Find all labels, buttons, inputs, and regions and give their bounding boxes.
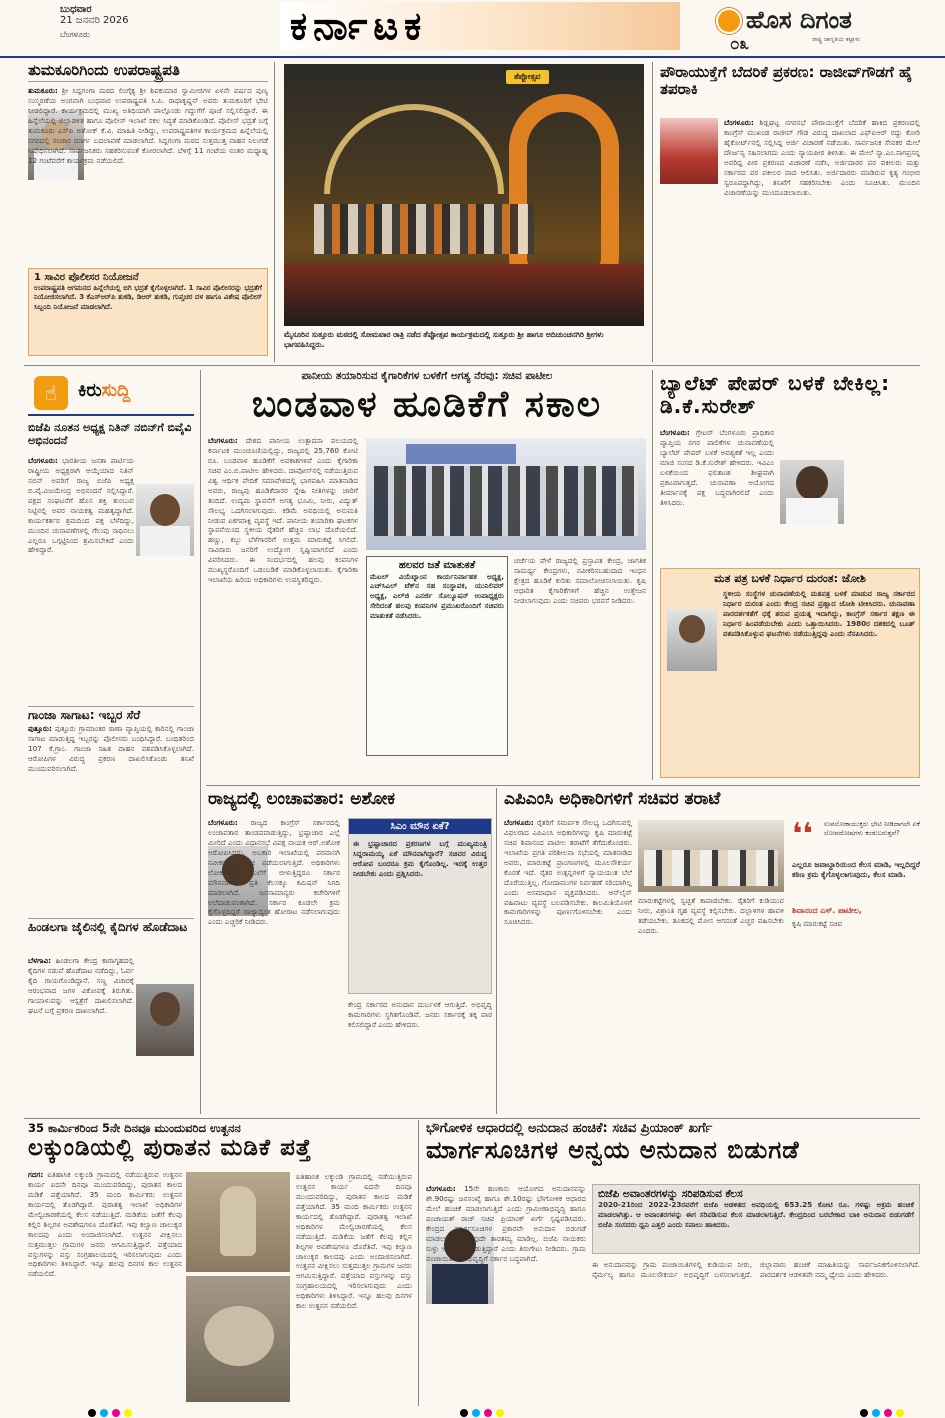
brief1-body [28,456,134,686]
story-apmc [504,790,920,1112]
brief1-headline: ಬಿಜೆಪಿ ನೂತನ ಅಧ್ಯಕ್ಷ ನಿತಿನ್ ನಬಿನ್‌ಗೆ ಬಿವೈವಿ ಅಭಿನಂದನೆ [28,421,192,447]
story-tumakuru-byline: ತುಮಕೂರು: [28,86,58,95]
masthead [0,0,945,60]
column-rule [652,370,653,780]
story-apmc-byline: ಬೆಂಗಳೂರು: [504,818,534,827]
kirusuddi-label [78,380,130,401]
print-registration-marks [0,1408,945,1418]
masthead-rule [0,56,945,58]
story-investment-body2: ಚರ್ಚೆಯ ವೇಳೆ ರಾಜ್ಯದಲ್ಲಿ ಪ್ರಸ್ತಾವಿತ ಕೇಂದ್ರ, ಜಾಗತಿಕ ಸಾಮರ್ಥ್ಯ ಕೇಂದ್ರಗಳು, ನವೀಕರಿಸಬಹುದಾದ ಇಂಧನ ಕ್ಷೇತ್ರದ ಹೂಡಿಕೆ ಕುರಿತು ಸಮಾಲೋಚಿಸಲಾಯಿತು. ಕೃಷಿ ಆಧಾರಿತ ಕೈಗಾರಿಕೆಗಳಿಗೆ ಹೆಚ್ಚಿನ ಉತ್ತೇಜನ ನೀಡಲಾಗುವುದು ಎಂದು ಸಚಿವರು ಭರವಸೆ ನೀಡಿದರು. [514,556,646,605]
talks-box-title: ಹಲವರ ಜತೆ ಮಾತುಕತೆ [398,560,476,571]
brief3-byline: ಬೆಳಗಾವಿ: [28,956,52,965]
story-corruption-body2: ಕೇಂದ್ರ ಸರ್ಕಾರದ ಅನುದಾನ ದುರ್ಬಳಕೆ ಆಗುತ್ತಿದೆ. ಅಭಿವೃದ್ಧಿ ಕಾಮಗಾರಿಗಳು ಸ್ಥಗಿತಗೊಂಡಿವೆ. ಜನರು ಸರ್ಕಾರಕ್ಕೆ ತಕ್ಕ ಪಾಠ ಕಲಿಸಲಿದ್ದಾರೆ ಎಂದು ಹೇಳಿದರು. [348,1000,492,1029]
story-apmc-text: ರೈತರಿಗೆ ಸಮರ್ಪಕ ಸೌಲಭ್ಯ ಒದಗಿಸುವಲ್ಲಿ ವಿಫಲರಾದ ಎಪಿಎಂಸಿ ಅಧಿಕಾರಿಗಳನ್ನು ಕೃಷಿ ಮಾರುಕಟ್ಟೆ ಸಚಿವ ಶಿವಾನಂದ ಪಾಟೀಲ ತರಾಟೆಗೆ ತೆಗೆದುಕೊಂಡರು. ಇಲಾಖೆಯ ಪ್ರಗತಿ ಪರಿಶೀಲನಾ ಸಭೆಯಲ್ಲಿ ಮಾತನಾಡಿದ ಅವರು, ಮಾರುಕಟ್ಟೆ ಪ್ರಾಂಗಣಗಳಲ್ಲಿ ಮೂಲಸೌಕರ್ಯ ಕೊರತೆ ಇದೆ. ರೈತರ ಉತ್ಪನ್ನಗಳಿಗೆ ನ್ಯಾಯಯುತ ಬೆಲೆ ದೊರೆಯುತ್ತಿಲ್ಲ. ಗೋದಾಮುಗಳ ನಿರ್ವಹಣೆ ಸರಿಯಾಗಿಲ್ಲ ಎಂದು ಅಸಮಾಧಾನ ವ್ಯಕ್ತಪಡಿಸಿದರು. ಆನ್‌ಲೈನ್ ವಹಿವಾಟು ವ್ಯವಸ್ಥೆ ಬಲಪಡಿಸಬೇಕು. ಕಾಲಮಿತಿಯೊಳಗೆ ಕಾಮಗಾರಿಗಳನ್ನು ಪೂರ್ಣಗೊಳಿಸಬೇಕು ಎಂದು ಸೂಚಿಸಿದರು. [504,818,632,927]
bjp-mess-box [592,1184,920,1254]
story-lakkundi-headline: ಲಕ್ಕುಂಡಿಯಲ್ಲಿ ಪುರಾತನ ಮಡಿಕೆ ಪತ್ತೆ [28,1135,312,1162]
teppotsava-photo [284,64,644,326]
quote-role: ಕೃಷಿ ಮಾರುಕಟ್ಟೆ ಸಚಿವ [792,920,843,928]
brief2-headline: ಗಾಂಜಾ ಸಾಗಾಟ: ಇಬ್ಬರ ಸೆರೆ [28,706,194,723]
story-grants-byline: ಬೆಂಗಳೂರು: [426,1184,456,1193]
teppotsava-caption: ಮೈಸೂರಿನ ಸುತ್ತೂರು ಮಠದಲ್ಲಿ ಸೋಮವಾರ ರಾತ್ರಿ ನಡೆದ ತೆಪ್ಪೋತ್ಸವ ಕಾರ್ಯಕ್ರಮದಲ್ಲಿ ಸುತ್ತೂರು ಶ್ರೀ ಹಾಗೂ ಆದಿಚುಂಚನಗಿರಿ ಶ್ರೀಗಳು ಭಾಗವಹಿಸಿದ್ದರು. [284,330,604,349]
story-grants-kicker: ಭೌಗೋಳಿಕ ಆಧಾರದಲ್ಲಿ ಅನುದಾನ ಹಂಚಿಕೆ: ಸಚಿವ ಪ್ರಿಯಾಂಕ್ ಖರ್ಗೆ [426,1121,713,1136]
police-box-body: ಉಪರಾಷ್ಟ್ರಪತಿ ಆಗಮನದ ಹಿನ್ನೆಲೆಯಲ್ಲಿ ಬಿಗಿ ಭದ್ರತೆ ಕೈಗೊಳ್ಳಲಾಗಿದೆ. 1 ಸಾವಿರ ಪೊಲೀಸರನ್ನು ಭದ್ರತೆಗೆ ನಿಯೋಜಿಸಲಾಗಿದೆ. 3 ಕೆಎಸ್‌ಆರ್‌ಪಿ ತುಕಡಿ, ಡಿಆರ್ ತುಕಡಿ, ಗುಪ್ತಚರ ದಳ ಹಾಗೂ ವಿಶೇಷ ಪೊಲೀಸ್ ಸಿಬ್ಬಂದಿ ನಿಯೋಜನೆ ಮಾಡಲಾಗಿದೆ. [34,283,262,311]
police-box-headline: 1 ಸಾವಿರ ಪೊಲೀಸರ ನಿಯೋಜನೆ [34,272,139,283]
story-investment-byline: ಬೆಂಗಳೂರು: [208,436,238,445]
story-corruption-body [208,818,340,1108]
column-rule [274,62,275,362]
teppotsava-tag: ತೆಪ್ಪೋತ್ಸವ [506,70,549,84]
kirusuddi-label-a: ಕಿರು [78,380,102,401]
story-corruption-byline: ಬೆಂಗಳೂರು: [208,818,238,827]
story-ballot-byline: ಬೆಂಗಳೂರು: [660,428,690,437]
story-ballot-text: ಗ್ರೇಟರ್ ಬೆಂಗಳೂರು ಪ್ರಾಧಿಕಾರ ವ್ಯಾಪ್ತಿಯ ನಗರ ಪಾಲಿಕೆಗಳ ಚುನಾವಣೆಯಲ್ಲಿ ಬ್ಯಾಲೆಟ್ ಪೇಪರ್ ಬಳಕೆ ಅವಶ್ಯಕತೆ ಇಲ್ಲ ಎಂದು ಮಾಜಿ ಸಂಸದ ಡಿ.ಕೆ.ಸುರೇಶ್ ಹೇಳಿದರು. ಇವಿಎಂ ಬಳಕೆಯಿಂದ ಫಲಿತಾಂಶ ಶೀಘ್ರವಾಗಿ ಪ್ರಕಟವಾಗುತ್ತದೆ. ಚುನಾವಣಾ ಆಯೋಗದ ತೀರ್ಮಾನಕ್ಕೆ ಪಕ್ಷ ಬದ್ಧವಾಗಿರಲಿದೆ ಎಂದು ತಿಳಿಸಿದರು. [660,428,774,507]
quote-intro: ಉಪಲೋಕಾಯುಕ್ತರು ಭೇಟಿ ನೀಡಿದಾಗಲೇ ಏಕೆ ಲೋಪದೋಷಗಳು ಕಂಡುಬರುತ್ತವೆ? [824,820,920,838]
column-rule [418,1120,419,1406]
story-ballot-headline: ಬ್ಯಾಲೆಟ್ ಪೇಪರ್ ಬಳಕೆ ಬೇಕಿಲ್ಲ: ಡಿ.ಕೆ.ಸುರೇಶ್ [660,371,891,418]
talks-box [366,556,508,756]
section-title: ಕರ್ನಾಟಕ [290,4,428,48]
arch-lights [324,104,504,194]
story-lakkundi-body2 [296,1172,412,1402]
brief3-headline: ಹಿಂಡಲಗಾ ಜೈಲಿನಲ್ಲಿ ಕೈದಿಗಳ ಹೊಡೆದಾಟ [28,918,194,935]
story-grants-body [426,1184,586,1402]
excavation-photo-1 [186,1172,290,1272]
story-mayor [660,64,920,362]
brief3-text: ಹಿಂಡಲಗಾ ಕೇಂದ್ರ ಕಾರಾಗೃಹದಲ್ಲಿ ಕೈದಿಗಳ ನಡುವೆ ಹೊಡೆದಾಟ ನಡೆದಿದ್ದು, ಓರ್ವ ಕೈದಿ ಗಾಯಗೊಂಡಿದ್ದಾನೆ. ಸಣ್ಣ ವಿಚಾರಕ್ಕೆ ಆರಂಭವಾದ ಜಗಳ ವಿಕೋಪಕ್ಕೆ ತಿರುಗಿತು. ಗಾಯಾಳುವನ್ನು ಆಸ್ಪತ್ರೆಗೆ ದಾಖಲಿಸಲಾಗಿದೆ. ಘಟನೆ ಬಗ್ಗೆ ಪ್ರಕರಣ ದಾಖಲಾಗಿದೆ. [28,956,134,1015]
excavation-photo-2 [186,1276,290,1402]
cm-silence-body: ಈ ಭ್ರಷ್ಟಾಚಾರದ ಪ್ರಕರಣಗಳ ಬಗ್ಗೆ ಮುಖ್ಯಮಂತ್ರಿ ಸಿದ್ದರಾಮಯ್ಯ ಏಕೆ ಮೌನವಾಗಿದ್ದಾರೆ? ಸಚಿವರ ವಿರುದ್ಧ ಆರೋಪ ಬಂದರೂ ಕ್ರಮ ಕೈಗೊಂಡಿಲ್ಲ. ಇದಕ್ಕೆ ಉತ್ತರ ನೀಡಬೇಕು ಎಂದು ಪ್ರಶ್ನಿಸಿದರು. [353,839,487,878]
brand-tagline: ರಾಷ್ಟ್ರ ಜಾಗೃತಿಯ ಕಟ್ಟಾಳು [812,36,861,43]
section-rule [206,785,920,786]
brief1-text: ಭಾರತೀಯ ಜನತಾ ಪಾರ್ಟಿಯ ರಾಷ್ಟ್ರೀಯ ಅಧ್ಯಕ್ಷರಾಗಿ ಆಯ್ಕೆಯಾದ ನಿತಿನ್ ನಬಿನ್ ಅವರಿಗೆ ರಾಜ್ಯ ಬಿಜೆಪಿ ಅಧ್ಯಕ್ಷ ಬಿ.ವೈ.ವಿಜಯೇಂದ್ರ ಅಭಿನಂದನೆ ಸಲ್ಲಿಸಿದ್ದಾರೆ. ಪಕ್ಷದ ಸಂಘಟನೆಗೆ ಹೊಸ ಶಕ್ತಿ ತುಂಬುವ ನಿಟ್ಟಿನಲ್ಲಿ ಅವರ ನಾಯಕತ್ವ ಮಹತ್ವದ್ದಾಗಿದೆ. ಕಾರ್ಯಕರ್ತರ ಶ್ರಮದಿಂದ ಪಕ್ಷ ಬೆಳೆದಿದ್ದು, ಮುಂದಿನ ಚುನಾವಣೆಗಳಲ್ಲಿ ಗೆಲುವು ಸಾಧಿಸಲು ಎಲ್ಲರೂ ಒಗ್ಗಟ್ಟಿನಿಂದ ಶ್ರಮಿಸಬೇಕಿದೆ ಎಂದು ಹೇಳಿದ್ದಾರೆ. [28,456,134,555]
cm-silence-title: ಸಿಎಂ ಮೌನ ಏಕೆ? [349,819,491,834]
story-lakkundi-text: ಐತಿಹಾಸಿಕ ಲಕ್ಕುಂಡಿ ಗ್ರಾಮದಲ್ಲಿ ನಡೆಯುತ್ತಿರುವ ಉತ್ಖನನ ಕಾರ್ಯ ಐದನೇ ದಿನವೂ ಮುಂದುವರಿದಿದ್ದು, ಪುರಾತನ ಕಾಲದ ಮಡಿಕೆ ಪತ್ತೆಯಾಗಿದೆ. 35 ಮಂದಿ ಕಾರ್ಮಿಕರು ಉತ್ಖನನ ಕಾರ್ಯದಲ್ಲಿ ತೊಡಗಿದ್ದಾರೆ. ಪುರಾತತ್ವ ಇಲಾಖೆ ಅಧಿಕಾರಿಗಳ ಮೇಲ್ವಿಚಾರಣೆಯಲ್ಲಿ ಕೆಲಸ ನಡೆಯುತ್ತಿದೆ. ಮಡಿಕೆಯ ಜತೆಗೆ ಕೆಲವು ಕಲ್ಲಿನ ಶಿಲ್ಪಗಳ ಅವಶೇಷಗಳೂ ದೊರೆತಿವೆ. ಇವು ಕಲ್ಯಾಣ ಚಾಲುಕ್ಯರ ಕಾಲದವು ಎಂದು ಅಂದಾಜಿಸಲಾಗಿದೆ. ಉತ್ಖನನ ವೀಕ್ಷಿಸಲು ಸುತ್ತಮುತ್ತಲ ಗ್ರಾಮಗಳ ಜನರು ಆಗಮಿಸುತ್ತಿದ್ದಾರೆ. ಪತ್ತೆಯಾದ ವಸ್ತುಗಳನ್ನು ವಸ್ತು ಸಂಗ್ರಹಾಲಯದಲ್ಲಿ ಇರಿಸಲಾಗುವುದು ಎಂದು ಅಧಿಕಾರಿಗಳು ತಿಳಿಸಿದ್ದಾರೆ. ಇನ್ನೂ ಹಲವು ದಿನಗಳ ಕಾಲ ಉತ್ಖನನ ನಡೆಯಲಿದೆ. [28,1170,182,1279]
story-tumakuru [28,62,268,360]
hand-icon: ☝ [34,376,68,410]
story-tumakuru-body [28,86,268,266]
joshi-box [660,568,920,778]
mou-signing-photo [366,438,646,550]
story-apmc-body2: ಮಾರುಕಟ್ಟೆಗಳಲ್ಲಿ ಸ್ವಚ್ಛತೆ ಕಾಪಾಡಬೇಕು. ರೈತರಿಗೆ ಕುಡಿಯುವ ನೀರು, ವಿಶ್ರಾಂತಿ ಗೃಹ ವ್ಯವಸ್ಥೆ ಕಲ್ಪಿಸಬೇಕು. ದಲ್ಲಾಳಿಗಳ ಹಾವಳಿ ತಡೆಯಬೇಕು. ತೂಕದಲ್ಲಿ ಮೋಸ ಆಗದಂತೆ ಎಚ್ಚರ ವಹಿಸಬೇಕು ಎಂದರು. [638,896,784,935]
story-lakkundi-body [28,1170,182,1402]
police-box [28,268,268,356]
stage-crowd [314,204,534,254]
section-rule [24,365,920,366]
brand-name: ಹೊಸ ದಿಗಂತ [746,6,852,34]
bjp-mess-box-title: ಬಿಜೆಪಿ ಅವಾಂತರಗಳನ್ನು ಸರಿಪಡಿಸುವ ಕೆಲಸ [598,1188,743,1200]
story-apmc-headline: ಎಪಿಎಂಸಿ ಅಧಿಕಾರಿಗಳಿಗೆ ಸಚಿವರ ತರಾಟೆ [504,789,721,809]
quote-mark-icon: ❛❛ [792,817,813,852]
high-court-photo [660,118,718,184]
story-grants [426,1122,920,1404]
column-rule [652,62,653,362]
story-corruption [208,790,492,1112]
stage-platform [284,264,644,326]
joshi-photo [667,609,717,671]
story-ballot-body [660,428,774,564]
section-rule [24,1118,920,1119]
bjp-mess-box-body: 2020-21ರಿಂದ 2022-23ರವರೆಗೆ ಬಿಜೆಪಿ ಆಡಳಿತದ ಅವಧಿಯಲ್ಲಿ 653.25 ಕೋಟಿ ರೂ. ಗಳಷ್ಟು ಅಕ್ರಮ ಹಂಚಿಕೆ ಮಾಡಲಾಗಿತ್ತು. ಆ ಅವಾಂತರಗಳನ್ನು ಈಗ ಸರಿಪಡಿಸುವ ಕೆಲಸ ಮಾಡಲಾಗುತ್ತಿದೆ. ಕೇಂದ್ರದಿಂದ ಬರಬೇಕಾದ ಬಾಕಿ ಅನುದಾನ ಬಿಡುಗಡೆಗೆ ಬಿಜೆಪಿ ಸಂಸದರು ಧ್ವನಿ ಎತ್ತಲಿ ಎಂದು ಸವಾಲು ಹಾಕಿದರು. [598,1200,914,1229]
story-grants-text: 15ನೇ ಹಣಕಾಸು ಆಯೋಗದ ಅನುದಾನವನ್ನು ಶೇ.90ರಷ್ಟು ಜನಸಂಖ್ಯೆ ಹಾಗೂ ಶೇ.10ರಷ್ಟು ಭೌಗೋಳಿಕ ಆಧಾರದ ಮೇಲೆ ಹಂಚಿಕೆ ಮಾಡಲಾಗುತ್ತಿದೆ ಎಂದು ಗ್ರಾಮೀಣಾಭಿವೃದ್ಧಿ ಹಾಗೂ ಪಂಚಾಯತ್ ರಾಜ್ ಸಚಿವ ಪ್ರಿಯಾಂಕ್ ಖರ್ಗೆ ಸ್ಪಷ್ಟಪಡಿಸಿದರು. ಕೇಂದ್ರದ ಮಾರ್ಗಸೂಚಿಗಳ ಪ್ರಕಾರವೇ ಅನುದಾನ ಬಿಡುಗಡೆ ಮಾಡಲಾಗಿದೆ. ಯಾವುದೇ ತಾರತಮ್ಯ ಮಾಡಿಲ್ಲ. ಬಿಜೆಪಿ ನಾಯಕರು ಸುಳ್ಳು ಆರೋಪ ಮಾಡುತ್ತಿದ್ದಾರೆ ಎಂದು ತಿರುಗೇಟು ನೀಡಿದರು. ಗ್ರಾಮ ಪಂಚಾಯಿತಿಗಳ ಅಭಿವೃದ್ಧಿಗೆ ಸರ್ಕಾರ ಬದ್ಧವಾಗಿದೆ. [426,1184,586,1263]
masthead-date: 21 ಜನವರಿ 2026 [60,15,129,26]
page-number: ೦೩ [730,34,750,54]
brand-emblem-icon [716,8,742,34]
apmc-meeting-photo [638,820,784,892]
brief2-byline: ಪುತ್ತೂರು: [28,724,52,733]
story-investment-headline: ಬಂಡವಾಳ ಹೂಡಿಕೆಗೆ ಸಕಾಲ [251,384,603,426]
kirusuddi-header [28,372,194,416]
column-rule [200,370,201,1114]
story-lakkundi [28,1122,412,1404]
column-rule [496,788,497,1114]
masthead-date-box [60,4,170,48]
story-tumakuru-text: ಶ್ರೀ ಸಿದ್ದಗಂಗಾ ಮಠದ ಲಿಂಗೈಕ್ಯ ಶ್ರೀ ಶಿವಕುಮಾರ ಸ್ವಾಮೀಜಿಗಳ ಏಳನೇ ವರ್ಷದ ಪುಣ್ಯ ಸಂಸ್ಮರಣೆಯ ಅಂಗವಾಗಿ ಬುಧವಾರ ಉಪರಾಷ್ಟ್ರಪತಿ ಸಿ.ಪಿ. ರಾಧಾಕೃಷ್ಣನ್ ಅವರು ತುಮಕೂರಿಗೆ ಭೇಟಿ ನೀಡಲಿದ್ದಾರೆ. ಕಾರ್ಯಕ್ರಮದಲ್ಲಿ ಮುಖ್ಯ ಅತಿಥಿಯಾಗಿ ಪಾಲ್ಗೊಂಡು ಗದ್ದುಗೆಗೆ ಪೂಜೆ ಸಲ್ಲಿಸಲಿದ್ದಾರೆ. ಈ ಹಿನ್ನೆಲೆಯಲ್ಲಿ ಜಿಲ್ಲಾಡಳಿತ ಹಾಗೂ ಪೊಲೀಸ್ ಇಲಾಖೆ ಸಕಲ ಸಿದ್ಧತೆ ಮಾಡಿಕೊಂಡಿದೆ. ಪೊಲೀಸ್ ಭದ್ರತೆ ಬಗ್ಗೆ ತುಮಕೂರು ಎಸ್‌ಪಿ ಅಶೋಕ್ ಕೆ.ವಿ. ಮಾಹಿತಿ ನೀಡಿದ್ದು, ಉಪರಾಷ್ಟ್ರಪತಿಗಳ ಕಾರ್ಯಕ್ರಮದ ಹಿನ್ನೆಲೆಯಲ್ಲಿ ನಗರದಲ್ಲಿ ಸಂಚಾರ ಮಾರ್ಗ ಬದಲಾವಣೆ ಮಾಡಲಾಗಿದೆ. ಸಿದ್ದಗಂಗಾ ಮಠದ ಸುತ್ತಮುತ್ತ ವಾಹನ ನಿಲುಗಡೆ ನಿಷೇಧಿಸಲಾಗಿದೆ. ಸಾರ್ವಜನಿಕರು ಸಹಕರಿಸುವಂತೆ ಕೋರಲಾಗಿದೆ. ಬೆಳಿಗ್ಗೆ 11 ಗಂಟೆಯ ನಂತರ ಮಧ್ಯಾಹ್ನ 12 ಗಂಟೆವರೆಗೆ ಕಾರ್ಯಕ್ರಮ ನಡೆಯಲಿದೆ. [28,86,268,165]
story-grants-headline: ಮಾರ್ಗಸೂಚಿಗಳ ಅನ್ವಯ ಅನುದಾನ ಬಿಡುಗಡೆ [426,1135,800,1164]
story-corruption-text: ರಾಜ್ಯದ ಕಾಂಗ್ರೆಸ್ ಸರ್ಕಾರದಲ್ಲಿ ಲಂಚಾವತಾರ ತಾಂಡವವಾಡುತ್ತಿದ್ದು, ಭ್ರಷ್ಟಾಚಾರ ಎಲ್ಲೆ ಮೀರಿದೆ ಎಂದು ವಿಧಾನಸಭೆ ವಿಪಕ್ಷ ನಾಯಕ ಆರ್.ಅಶೋಕ ಆರೋಪಿಸಿದರು. ಅಬಕಾರಿ ಇಲಾಖೆಯಲ್ಲಿ ಪರವಾನಗಿ ನವೀಕರಣಕ್ಕೆ ಲಂಚ ಪಡೆಯಲಾಗುತ್ತಿದೆ. ಅಧಿಕಾರಿಗಳು ಲೋಕಾಯುಕ್ತ ಬಲೆಗೆ ಬೀಳುತ್ತಿದ್ದರೂ ಸರ್ಕಾರ ಮೌನವಾಗಿದೆ. ಪ್ರತಿ ಕೆಲಸಕ್ಕೂ ಕಮಿಷನ್ ನಿಗದಿ ಮಾಡಲಾಗಿದೆ. ಜನಸಾಮಾನ್ಯರು ಕಚೇರಿಗಳಿಗೆ ಅಲೆದಾಡುವಂತಾಗಿದೆ. ಸರ್ಕಾರ ಕೂಡಲೇ ಕ್ರಮ ಕೈಗೊಳ್ಳದಿದ್ದರೆ ರಾಜ್ಯಾದ್ಯಂತ ಹೋರಾಟ ನಡೆಸಲಾಗುವುದು ಎಂದು ಎಚ್ಚರಿಕೆ ನೀಡಿದರು. [208,818,340,927]
story-investment-kicker: ಪಾನೀಯ ತಯಾರಿಸುವ ಕೈಗಾರಿಕೆಗಳ ಬಳಕೆಗೆ ಅಗತ್ಯ ನೆರವು: ಸಚಿವ ಪಾಟೀಲ [301,370,553,382]
story-corruption-headline: ರಾಜ್ಯದಲ್ಲಿ ಲಂಚಾವತಾರ: ಅಶೋಕ [208,789,395,809]
story-mayor-headline: ಪೌರಾಯುಕ್ತೆಗೆ ಬೆದರಿಕೆ ಪ್ರಕರಣ: ರಾಜೀವ್‌ಗೌಡಗೆ ಹೈ ತಪರಾಕಿ [660,63,913,99]
story-ballot [660,372,920,780]
story-investment-body [208,436,358,776]
brief2-text: ಪುತ್ತೂರು ಗ್ರಾಮಾಂತರ ಠಾಣಾ ವ್ಯಾಪ್ತಿಯಲ್ಲಿ ಕಾರಿನಲ್ಲಿ ಗಾಂಜಾ ಸಾಗಾಟ ಮಾಡುತ್ತಿದ್ದ ಇಬ್ಬರನ್ನು ಪೊಲೀಸರು ಬಂಧಿಸಿದ್ದಾರೆ. ಬಂಧಿತರಿಂದ 107 ಕೆ.ಗ್ರಾಂ. ಗಾಂಜಾ ಸಹಿತ ವಾಹನ ವಶಪಡಿಸಿಕೊಳ್ಳಲಾಗಿದೆ. ಆರೋಪಿಗಳ ವಿರುದ್ಧ ಪ್ರಕರಣ ದಾಖಲಿಸಿಕೊಂಡು ತನಿಖೆ ಮುಂದುವರಿಸಲಾಗಿದೆ. [28,724,194,773]
joshi-box-body: ಸ್ಥಳೀಯ ಸಂಸ್ಥೆಗಳ ಚುನಾವಣೆಯಲ್ಲಿ ಮತಪತ್ರ ಬಳಕೆ ಮಾಡುವ ರಾಜ್ಯ ಸರ್ಕಾರದ ನಿರ್ಧಾರ ದುರಂತ ಎಂದು ಕೇಂದ್ರ ಸಚಿವ ಪ್ರಹ್ಲಾದ ಜೋಶಿ ಟೀಕಿಸಿದರು. ಚುನಾವಣಾ ಪಾರದರ್ಶಕತೆಗೆ ಧಕ್ಕೆ ತರುವ ಪ್ರಯತ್ನ ಇದಾಗಿದ್ದು, ಕಾಂಗ್ರೆಸ್ ಸರ್ಕಾರ ತಕ್ಷಣ ಈ ನಿರ್ಧಾರ ಹಿಂಪಡೆಯಬೇಕು ಎಂದು ಒತ್ತಾಯಿಸಿದರು. 1980ರ ದಶಕದಲ್ಲಿ ಬೂತ್ ವಶಪಡಿಸಿಕೊಳ್ಳುವ ಘಟನೆಗಳು ನಡೆಯುತ್ತಿದ್ದವು ಎಂದು ನೆನಪಿಸಿದರು. [723,589,915,638]
story-investment [208,370,646,780]
kirusuddi-column [28,372,194,1112]
dk-suresh-photo [780,460,844,524]
cm-silence-box [348,818,492,994]
story-investment-text: ದೇಶದ ಪಾನೀಯ ಉತ್ಪಾದನಾ ವಲಯದಲ್ಲಿ ಕರ್ನಾಟಕ ಮುಂಚೂಣಿಯಲ್ಲಿದ್ದು, ರಾಜ್ಯದಲ್ಲಿ 25,760 ಕೋಟಿ ರೂ. ಬಂಡವಾಳ ಹೂಡಿಕೆಗೆ ಅವಕಾಶಗಳಿವೆ ಎಂದು ಕೈಗಾರಿಕಾ ಸಚಿವ ಎಂ.ಬಿ.ಪಾಟೀಲ ಹೇಳಿದರು. ದಾವೋಸ್‌ನಲ್ಲಿ ನಡೆಯುತ್ತಿರುವ ವಿಶ್ವ ಆರ್ಥಿಕ ವೇದಿಕೆ ಸಮಾವೇಶದಲ್ಲಿ ಭಾಗವಹಿಸಿ ಮಾತನಾಡಿದ ಅವರು, ರಾಜ್ಯವು ಹೂಡಿಕೆದಾರರ ಸ್ನೇಹಿ ನೀತಿಗಳನ್ನು ಜಾರಿಗೆ ತಂದಿದೆ. ಉದ್ಯಮ ಸ್ಥಾಪನೆಗೆ ಅಗತ್ಯ ಭೂಮಿ, ನೀರು, ವಿದ್ಯುತ್ ಸೌಲಭ್ಯ ಒದಗಿಸಲಾಗುವುದು. ಕಡಿಮೆ ಅವಧಿಯಲ್ಲಿ ಅನುಮತಿ ನೀಡುವ ಏಕಗವಾಕ್ಷಿ ವ್ಯವಸ್ಥೆ ಇದೆ. ಪಾನೀಯ ತಯಾರಿಕಾ ಘಟಕಗಳ ಸ್ಥಾಪನೆಯಿಂದ ಸ್ಥಳೀಯ ರೈತರಿಗೆ ಹೆಚ್ಚಿನ ಲಾಭ ದೊರೆಯಲಿದೆ. ಹಣ್ಣು, ಕಬ್ಬು ಬೆಳೆಗಾರರಿಗೆ ಉತ್ತಮ ಮಾರುಕಟ್ಟೆ ಸಿಗಲಿದೆ. ಸಾವಿರಾರು ಜನರಿಗೆ ಉದ್ಯೋಗ ಸೃಷ್ಟಿಯಾಗಲಿದೆ ಎಂದು ವಿವರಿಸಿದರು. ಈ ಸಂದರ್ಭದಲ್ಲಿ ಹಲವು ಕಂಪನಿಗಳ ಮುಖ್ಯಸ್ಥರೊಂದಿಗೆ ಒಡಂಬಡಿಕೆ ಮಾಡಿಕೊಳ್ಳಲಾಯಿತು. ಕೈಗಾರಿಕಾ ಇಲಾಖೆಯ ಹಿರಿಯ ಅಧಿಕಾರಿಗಳು ಉಪಸ್ಥಿತರಿದ್ದರು. [208,436,358,585]
story-apmc-body [504,818,632,1108]
talks-box-body: ಮೆಟಲ್ ವಿಯೆಟ್ನಾಂನ ಕಾರ್ಯನಿರ್ವಾಹಕ ಅಧ್ಯಕ್ಷ, ಎಚ್‌ಸಿಎಲ್ ಟೆಕ್‌ನ ಸಹ ಸಂಸ್ಥಾಪಕ, ಯುನಿಲಿವರ್ ಅಧ್ಯಕ್ಷ, ಎಲ್‌ಜಿ ಎನರ್ಜಿ ಸೊಲ್ಯೂಷನ್ ಉಪಾಧ್ಯಕ್ಷರು ಸೇರಿದಂತೆ ಹಲವು ಕಂಪನಿಗಳ ಪ್ರಮುಖರೊಂದಿಗೆ ಸಚಿವರು ಮಾತುಕತೆ ನಡೆಸಿದರು. [370,571,504,621]
quote-name: ಶಿವಾನಂದ ಎಸ್. ಪಾಟೀಲ, [792,906,862,915]
story-tumakuru-headline: ತುಮಕೂರಿಗಿಂದು ಉಪರಾಷ್ಟ್ರಪತಿ [28,62,268,82]
quote-text: ಎಲ್ಲರೂ ಜವಾಬ್ದಾರಿಯಿಂದ ಕೆಲಸ ಮಾಡಿ, ಇಲ್ಲದಿದ್ದರೆ ಕಠಿಣ ಕ್ರಮ ಕೈಗೊಳ್ಳಲಾಗುವುದು, ಕೆಲಸ ಮಾಡಿ. [792,860,920,880]
brief1-byline: ಬೆಂಗಳೂರು: [28,456,58,465]
brief3-body [28,956,134,1108]
story-lakkundi-kicker: 35 ಕಾರ್ಮಿಕರಿಂದ 5ನೇ ದಿನವೂ ಮುಂದುವರಿದ ಉತ್ಖನನ [28,1121,241,1135]
story-mayor-body [724,118,920,354]
story-grants-body2: ಈ ಅನುದಾನವನ್ನು ಗ್ರಾಮ ಪಂಚಾಯಿತಿಗಳಲ್ಲಿ ಕುಡಿಯುವ ನೀರು, ನೈರ್ಮಲ್ಯ ಹಾಗೂ ಮೂಲಸೌಕರ್ಯ ಅಭಿವೃದ್ಧಿಗೆ ಬಳಸಲಾಗುತ್ತದೆ. ಜಿಲ್ಲಾವಾರು ಹಂಚಿಕೆ ಮಾಹಿತಿಯನ್ನು ಸಾರ್ವಜನಿಕಗೊಳಿಸಲಾಗಿದೆ. ಪಾರದರ್ಶಕ ಆಡಳಿತವೇ ನಮ್ಮ ಧ್ಯೇಯ ಎಂದು ಹೇಳಿದರು. [592,1260,920,1279]
story-mayor-byline: ಬೆಂಗಳೂರು: [724,118,754,127]
brand-logo [700,2,940,54]
brief2-body [28,724,194,894]
masthead-city: ಬೆಂಗಳೂರು [60,30,90,39]
minister-quote [792,817,920,940]
story-mayor-text: ಶಿಡ್ಲಘಟ್ಟ ನಗರಸಭೆ ಪೌರಾಯುಕ್ತೆಗೆ ಬೆದರಿಕೆ ಹಾಕಿದ ಪ್ರಕರಣದಲ್ಲಿ ಕಾಂಗ್ರೆಸ್ ಮುಖಂಡ ರಾಜೀವ್ ಗೌಡ ವಿರುದ್ಧ ದಾಖಲಾದ ಎಫ್‌ಐಆರ್ ರದ್ದು ಕೋರಿ ಹೈಕೋರ್ಟ್‌ನಲ್ಲಿ ಸಲ್ಲಿಸಿದ್ದ ಅರ್ಜಿ ವಿಚಾರಣೆ ನಡೆಯಿತು. ಸಾರ್ವಜನಿಕ ಸೇವಕರ ಮೇಲೆ ದೌರ್ಜನ್ಯ ಸಹಿಸಲಾಗದು ಎಂದು ನ್ಯಾಯಪೀಠ ತಿಳಿಸಿತು. ಈ ಮೇಲೆ ನ್ಯಾ.ಎಂ.ನಾಗಪ್ರಸನ್ನ ಅವರಿದ್ದ ಪೀಠ ಪ್ರಕರಣದ ವಿಚಾರಣೆ ನಡೆಸಿ, ಅರ್ಜಿದಾರರ ಪರ ವಕೀಲರು ಮತ್ತು ಸರ್ಕಾರದ ಪರ ವಕೀಲರ ವಾದ ಆಲಿಸಿತು. ಅರ್ಜಿದಾರರು ಮಾಡಿರುವ ಕೃತ್ಯ ಗಂಭೀರ ಸ್ವರೂಪದ್ದಾಗಿದ್ದು, ತನಿಖೆಗೆ ಸಹಕರಿಸಬೇಕು ಎಂದು ಸೂಚಿಸಿತು. ಮುಂದಿನ ವಿಚಾರಣೆಯನ್ನು ಮುಂದೂಡಲಾಯಿತು. [724,118,920,197]
joshi-box-headline: ಮತ ಪತ್ರ ಬಳಕೆ ನಿರ್ಧಾರ ದುರಂತ: ಜೋಶಿ [714,572,866,585]
story-lakkundi-byline: ಗದಗ: [28,1170,44,1179]
masthead-day: ಬುಧವಾರ [60,4,92,15]
vijayendra-photo [136,484,194,556]
kirusuddi-label-b: ಸುದ್ದಿ [101,380,131,401]
story-lakkundi-text-cont: ಐತಿಹಾಸಿಕ ಲಕ್ಕುಂಡಿ ಗ್ರಾಮದಲ್ಲಿ ನಡೆಯುತ್ತಿರುವ ಉತ್ಖನನ ಕಾರ್ಯ ಐದನೇ ದಿನವೂ ಮುಂದುವರಿದಿದ್ದು, ಪುರಾತನ ಕಾಲದ ಮಡಿಕೆ ಪತ್ತೆಯಾಗಿದೆ. 35 ಮಂದಿ ಕಾರ್ಮಿಕರು ಉತ್ಖನನ ಕಾರ್ಯದಲ್ಲಿ ತೊಡಗಿದ್ದಾರೆ. ಪುರಾತತ್ವ ಇಲಾಖೆ ಅಧಿಕಾರಿಗಳ ಮೇಲ್ವಿಚಾರಣೆಯಲ್ಲಿ ಕೆಲಸ ನಡೆಯುತ್ತಿದೆ. ಮಡಿಕೆಯ ಜತೆಗೆ ಕೆಲವು ಕಲ್ಲಿನ ಶಿಲ್ಪಗಳ ಅವಶೇಷಗಳೂ ದೊರೆತಿವೆ. ಇವು ಕಲ್ಯಾಣ ಚಾಲುಕ್ಯರ ಕಾಲದವು ಎಂದು ಅಂದಾಜಿಸಲಾಗಿದೆ. ಉತ್ಖನನ ವೀಕ್ಷಿಸಲು ಸುತ್ತಮುತ್ತಲ ಗ್ರಾಮಗಳ ಜನರು ಆಗಮಿಸುತ್ತಿದ್ದಾರೆ. ಪತ್ತೆಯಾದ ವಸ್ತುಗಳನ್ನು ವಸ್ತು ಸಂಗ್ರಹಾಲಯದಲ್ಲಿ ಇರಿಸಲಾಗುವುದು ಎಂದು ಅಧಿಕಾರಿಗಳು ತಿಳಿಸಿದ್ದಾರೆ. ಇನ್ನೂ ಹಲವು ದಿನಗಳ ಕಾಲ ಉತ್ಖನನ ನಡೆಯಲಿದೆ. [296,1172,412,1311]
prisoner-photo [136,984,194,1056]
